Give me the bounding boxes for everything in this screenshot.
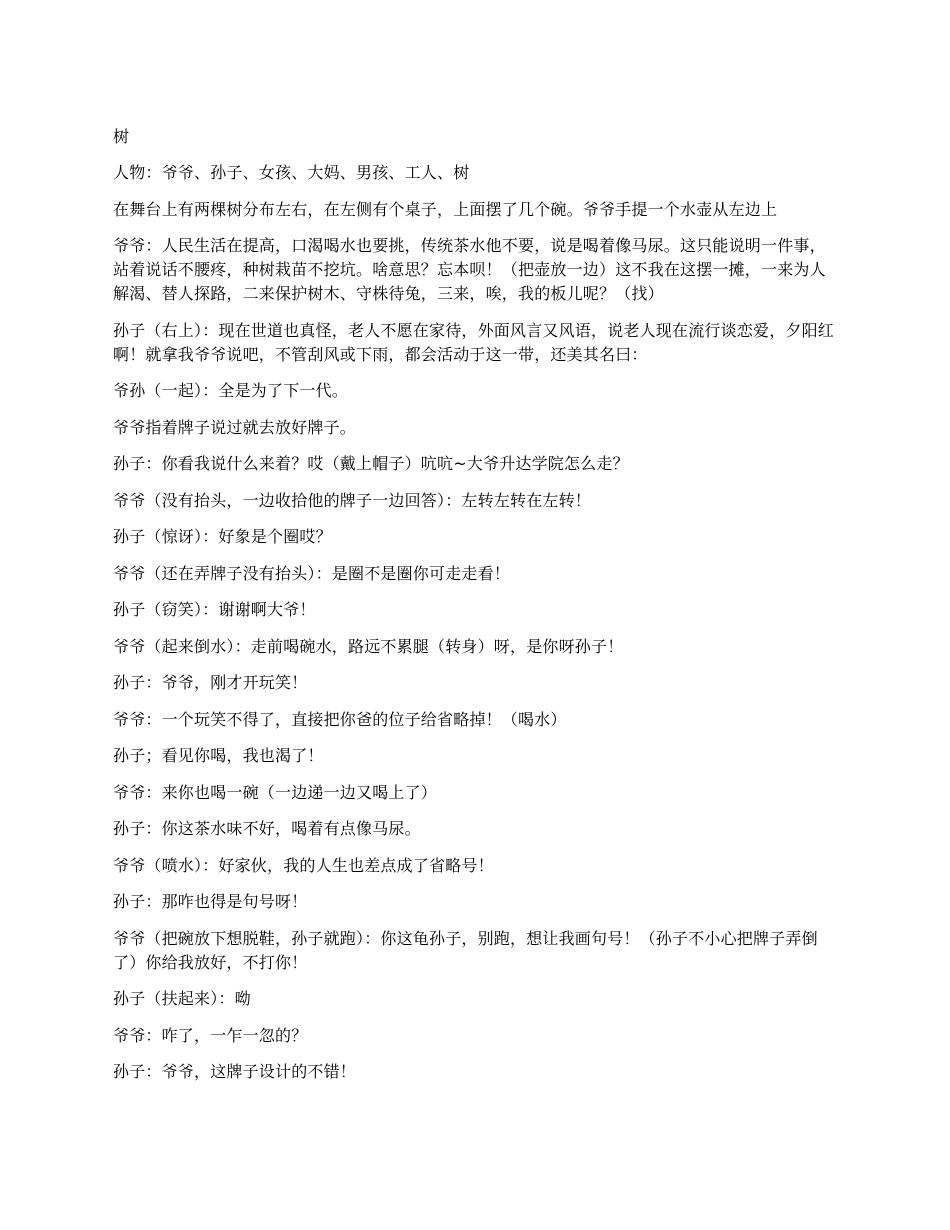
paragraph: 爷爷：来你也喝一碗（一边递一边又喝上了）	[113, 782, 438, 802]
paragraph: 孙子：你看我说什么来着？哎（戴上帽子）吭吭~大爷升达学院怎么走？	[113, 454, 629, 473]
paragraph: 孙子：爷爷，这牌子设计的不错！	[113, 1062, 357, 1081]
paragraph: 孙子：那咋也得是句号呀！	[113, 892, 308, 911]
paragraph: 爷爷（没有抬头，一边收拾他的牌子一边回答）：左转左转在左转！	[113, 490, 592, 510]
paragraph: 爷孙（一起）：全是为了下一代。	[113, 381, 349, 400]
document-title: 树	[113, 127, 130, 146]
paragraph: 孙子（惊讶）：好象是个圈哎？	[113, 527, 332, 546]
paragraph: 孙子（窃笑）：谢谢啊大爷！	[113, 600, 316, 619]
paragraph: 人物：爷爷、孙子、女孩、大妈、男孩、工人、树	[113, 163, 470, 182]
paragraph: 在舞台上有两棵树分布左右，在左侧有个桌子，上面摆了几个碗。爷爷手提一个水壶从左边上	[113, 199, 778, 219]
paragraph: 爷爷（把碗放下想脱鞋，孙子就跑）：你这龟孙子，别跑，想让我画句号！（孙子不小心把牌子弄倒了）你给我放好，不打你！	[113, 928, 818, 972]
paragraph: 爷爷：一个玩笑不得了，直接把你爸的位子给省略掉！（喝水）	[113, 709, 567, 729]
paragraph: 孙子（扶起来）：呦	[113, 989, 251, 1008]
paragraph: 爷爷指着牌子说过就去放好牌子。	[113, 417, 357, 437]
document-body	[113, 125, 840, 1097]
paragraph-list	[113, 161, 840, 1084]
paragraph: 孙子：爷爷，刚才开玩笑！	[113, 673, 308, 692]
paragraph: 爷爷：人民生活在提高，口渴喝水也要挑，传统茶水他不要，说是喝着像马尿。这只能说明一件事，站着说话不腰疼，种树栽苗不挖坑。啥意思？忘本呗！（把壶放一边）这不我在这摆一摊，一来为人解渴、替人探路，二来保护树木、守株待兔，三来，唉，我的板儿呢？（找）	[113, 236, 826, 303]
paragraph: 爷爷（还在弄牌子没有抬头）：是圈不是圈你可走走看！	[113, 563, 511, 583]
paragraph: 爷爷（起来倒水）：走前喝碗水，路远不累腿（转身）呀，是你呀孙子！	[113, 636, 624, 656]
paragraph: 孙子；看见你喝，我也渴了！	[113, 746, 324, 765]
paragraph: 孙子：你这茶水味不好，喝着有点像马尿。	[113, 819, 421, 838]
paragraph: 爷爷：咋了，一乍一忽的？	[113, 1025, 308, 1045]
paragraph: 孙子（右上）：现在世道也真怪，老人不愿在家待，外面风言又风语，说老人现在流行谈恋爱，夕阳红啊！就拿我爷爷说吧，不管刮风或下雨，都会活动于这一带，还美其名曰：	[113, 320, 835, 364]
paragraph: 爷爷（喷水）：好家伙，我的人生也差点成了省略号！	[113, 855, 494, 875]
